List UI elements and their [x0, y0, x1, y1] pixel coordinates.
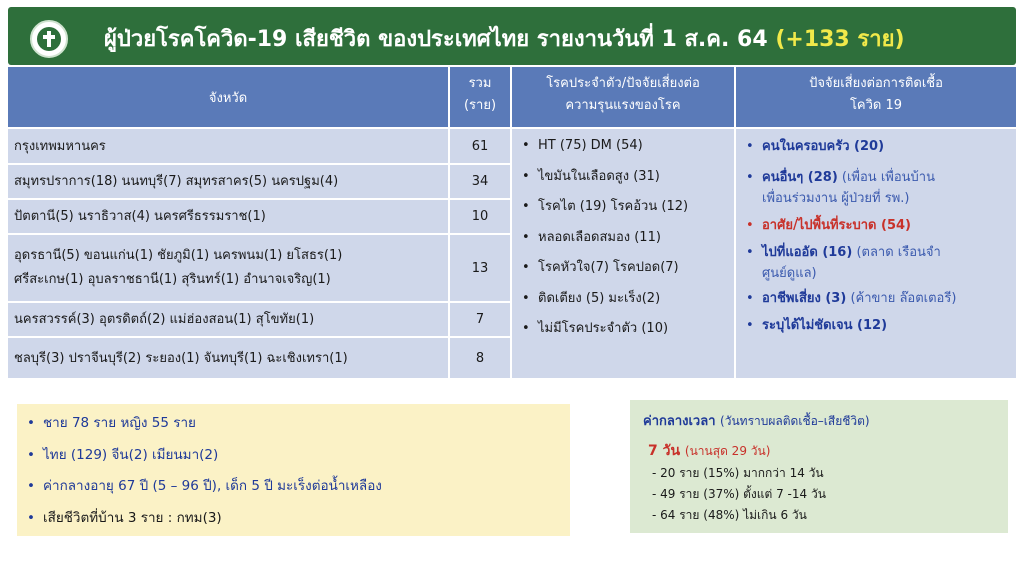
header-total	[450, 67, 510, 127]
median-time-box	[630, 400, 1008, 533]
risk-family: คนในครอบครัว (20)	[762, 139, 885, 154]
header-province-label: จังหวัด	[208, 90, 248, 106]
list-item: • ค่ากลางอายุ 67 ปี (5 – 96 ปี), เด็ก 5 ปี มะเร็งต่อน้ำเหลือง	[17, 477, 570, 495]
header-risk-line2: โควิด 19	[849, 98, 903, 113]
count-text: 8	[475, 350, 485, 366]
list-item: • ไม่มีโรคประจำตัว (10)	[512, 321, 734, 337]
count-text: 10	[471, 209, 489, 224]
list-item	[736, 242, 1016, 284]
table-row-province	[8, 338, 448, 378]
list-item: • โรคหัวใจ(7) โรคปอด(7)	[512, 260, 734, 276]
header-province	[8, 67, 448, 127]
province-text-line1: อุดรธานี(5) ขอนแก่น(1) ชัยภูมิ(1) นครพนม(1) ยโสธร(1)	[14, 248, 343, 263]
death-count-highlight: (+133 ราย)	[775, 27, 905, 52]
risk-list-panel	[736, 129, 1016, 378]
header-disease-line1: โรคประจำตัว/ปัจจัยเสี่ยงต่อ	[546, 76, 700, 91]
count-text: 34	[471, 174, 489, 189]
table-row-count	[450, 303, 510, 336]
list-item	[736, 315, 1016, 336]
median-title-note: (วันทราบผลติดเชื้อ–เสียชีวิต)	[720, 414, 870, 428]
header-total-line2: (ราย)	[463, 98, 497, 113]
median-title	[643, 410, 870, 431]
header-risk	[736, 67, 1016, 127]
ministry-logo-icon	[30, 20, 68, 58]
province-text-line2: ศรีสะเกษ(1) อุบลราชธานี(1) สุรินทร์(1) อำนาจเจริญ(1)	[14, 272, 331, 287]
table-row-count	[450, 235, 510, 301]
header-disease	[512, 67, 734, 127]
list-item	[736, 215, 1016, 236]
risk-occupation: อาชีพเสี่ยง (3)	[762, 291, 847, 306]
median-line: - 64 ราย (48%) ไม่เกิน 6 วัน	[652, 508, 807, 522]
header-risk-line1: ปัจจัยเสี่ยงต่อการติดเชื้อ	[809, 76, 943, 91]
list-item	[736, 167, 1016, 209]
province-text: สมุทรปราการ(18) นนทบุรี(7) สมุทรสาคร(5) นครปฐม(4)	[14, 174, 339, 189]
table-row-province	[8, 129, 448, 163]
median-value-note: (นานสุด 29 วัน)	[684, 444, 771, 458]
table-row-province	[8, 165, 448, 198]
count-text: 13	[471, 260, 489, 276]
disease-list-panel	[512, 129, 734, 378]
table-row-count	[450, 338, 510, 378]
list-item	[736, 288, 1016, 309]
table-row-province	[8, 303, 448, 336]
table-row-count	[450, 165, 510, 198]
risk-others-detail-2: เพื่อนร่วมงาน ผู้ป่วยที่ รพ.)	[762, 191, 910, 206]
province-text: ชลบุรี(3) ปราจีนบุรี(2) ระยอง(1) จันทบุรี(1) ฉะเชิงเทรา(1)	[14, 350, 348, 366]
list-item: • ชาย 78 ราย หญิง 55 ราย	[17, 414, 570, 432]
list-item: • ติดเตียง (5) มะเร็ง(2)	[512, 291, 734, 307]
risk-occupation-detail: (ค้าขาย ล๊อตเตอรี)	[850, 291, 957, 306]
risk-crowded: ไปที่แออัด (16)	[762, 245, 853, 260]
median-line: - 20 ราย (15%) มากกว่า 14 วัน	[652, 466, 824, 480]
list-item: • ไขมันในเลือดสูง (31)	[512, 169, 734, 185]
risk-crowded-detail-2: ศูนย์ดูแล)	[762, 266, 817, 281]
list-item	[736, 136, 1016, 157]
summary-box	[17, 404, 570, 536]
page-title	[104, 21, 905, 56]
list-item: • หลอดเลือดสมอง (11)	[512, 230, 734, 246]
table-row-count	[450, 129, 510, 163]
count-text: 7	[475, 312, 485, 327]
count-text: 61	[471, 138, 489, 154]
table-row-count	[450, 200, 510, 233]
median-title-text: ค่ากลางเวลา	[643, 414, 716, 429]
header-disease-line2: ความรุนแรงของโรค	[565, 98, 681, 113]
risk-crowded-detail-1: (ตลาด เรือนจำ	[856, 245, 941, 260]
header-total-line1: รวม	[468, 76, 492, 91]
province-text: กรุงเทพมหานคร	[14, 138, 106, 154]
list-item: • เสียชีวิตที่บ้าน 3 ราย : กทม(3)	[17, 509, 570, 527]
list-item: • ไทย (129) จีน(2) เมียนมา(2)	[17, 446, 570, 464]
title-banner	[8, 7, 1016, 65]
province-text: ปัตตานี(5) นราธิวาส(4) นครศรีธรรมราช(1)	[14, 209, 266, 224]
list-item: • โรคไต (19) โรคอ้วน (12)	[512, 199, 734, 215]
median-value-text: 7 วัน	[648, 443, 681, 459]
risk-unclear: ระบุได้ไม่ชัดเจน (12)	[762, 318, 888, 333]
title-text: ผู้ป่วยโรคโควิด-19 เสียชีวิต ของประเทศไทย รายงานวันที่ 1 ส.ค. 64	[104, 27, 768, 52]
table-row-province	[8, 200, 448, 233]
table-row-province	[8, 235, 448, 301]
list-item: • HT (75) DM (54)	[512, 138, 734, 154]
median-value	[648, 440, 770, 462]
province-text: นครสวรรค์(3) อุตรดิตถ์(2) แม่ฮ่องสอน(1) สุโขทัย(1)	[14, 312, 315, 327]
risk-outbreak-area: อาศัย/ไปพื้นที่ระบาด (54)	[762, 218, 911, 233]
risk-others: คนอื่นๆ (28)	[762, 170, 838, 185]
risk-others-detail-1: (เพื่อน เพื่อนบ้าน	[841, 170, 935, 185]
median-line: - 49 ราย (37%) ตั้งแต่ 7 -14 วัน	[652, 487, 826, 501]
